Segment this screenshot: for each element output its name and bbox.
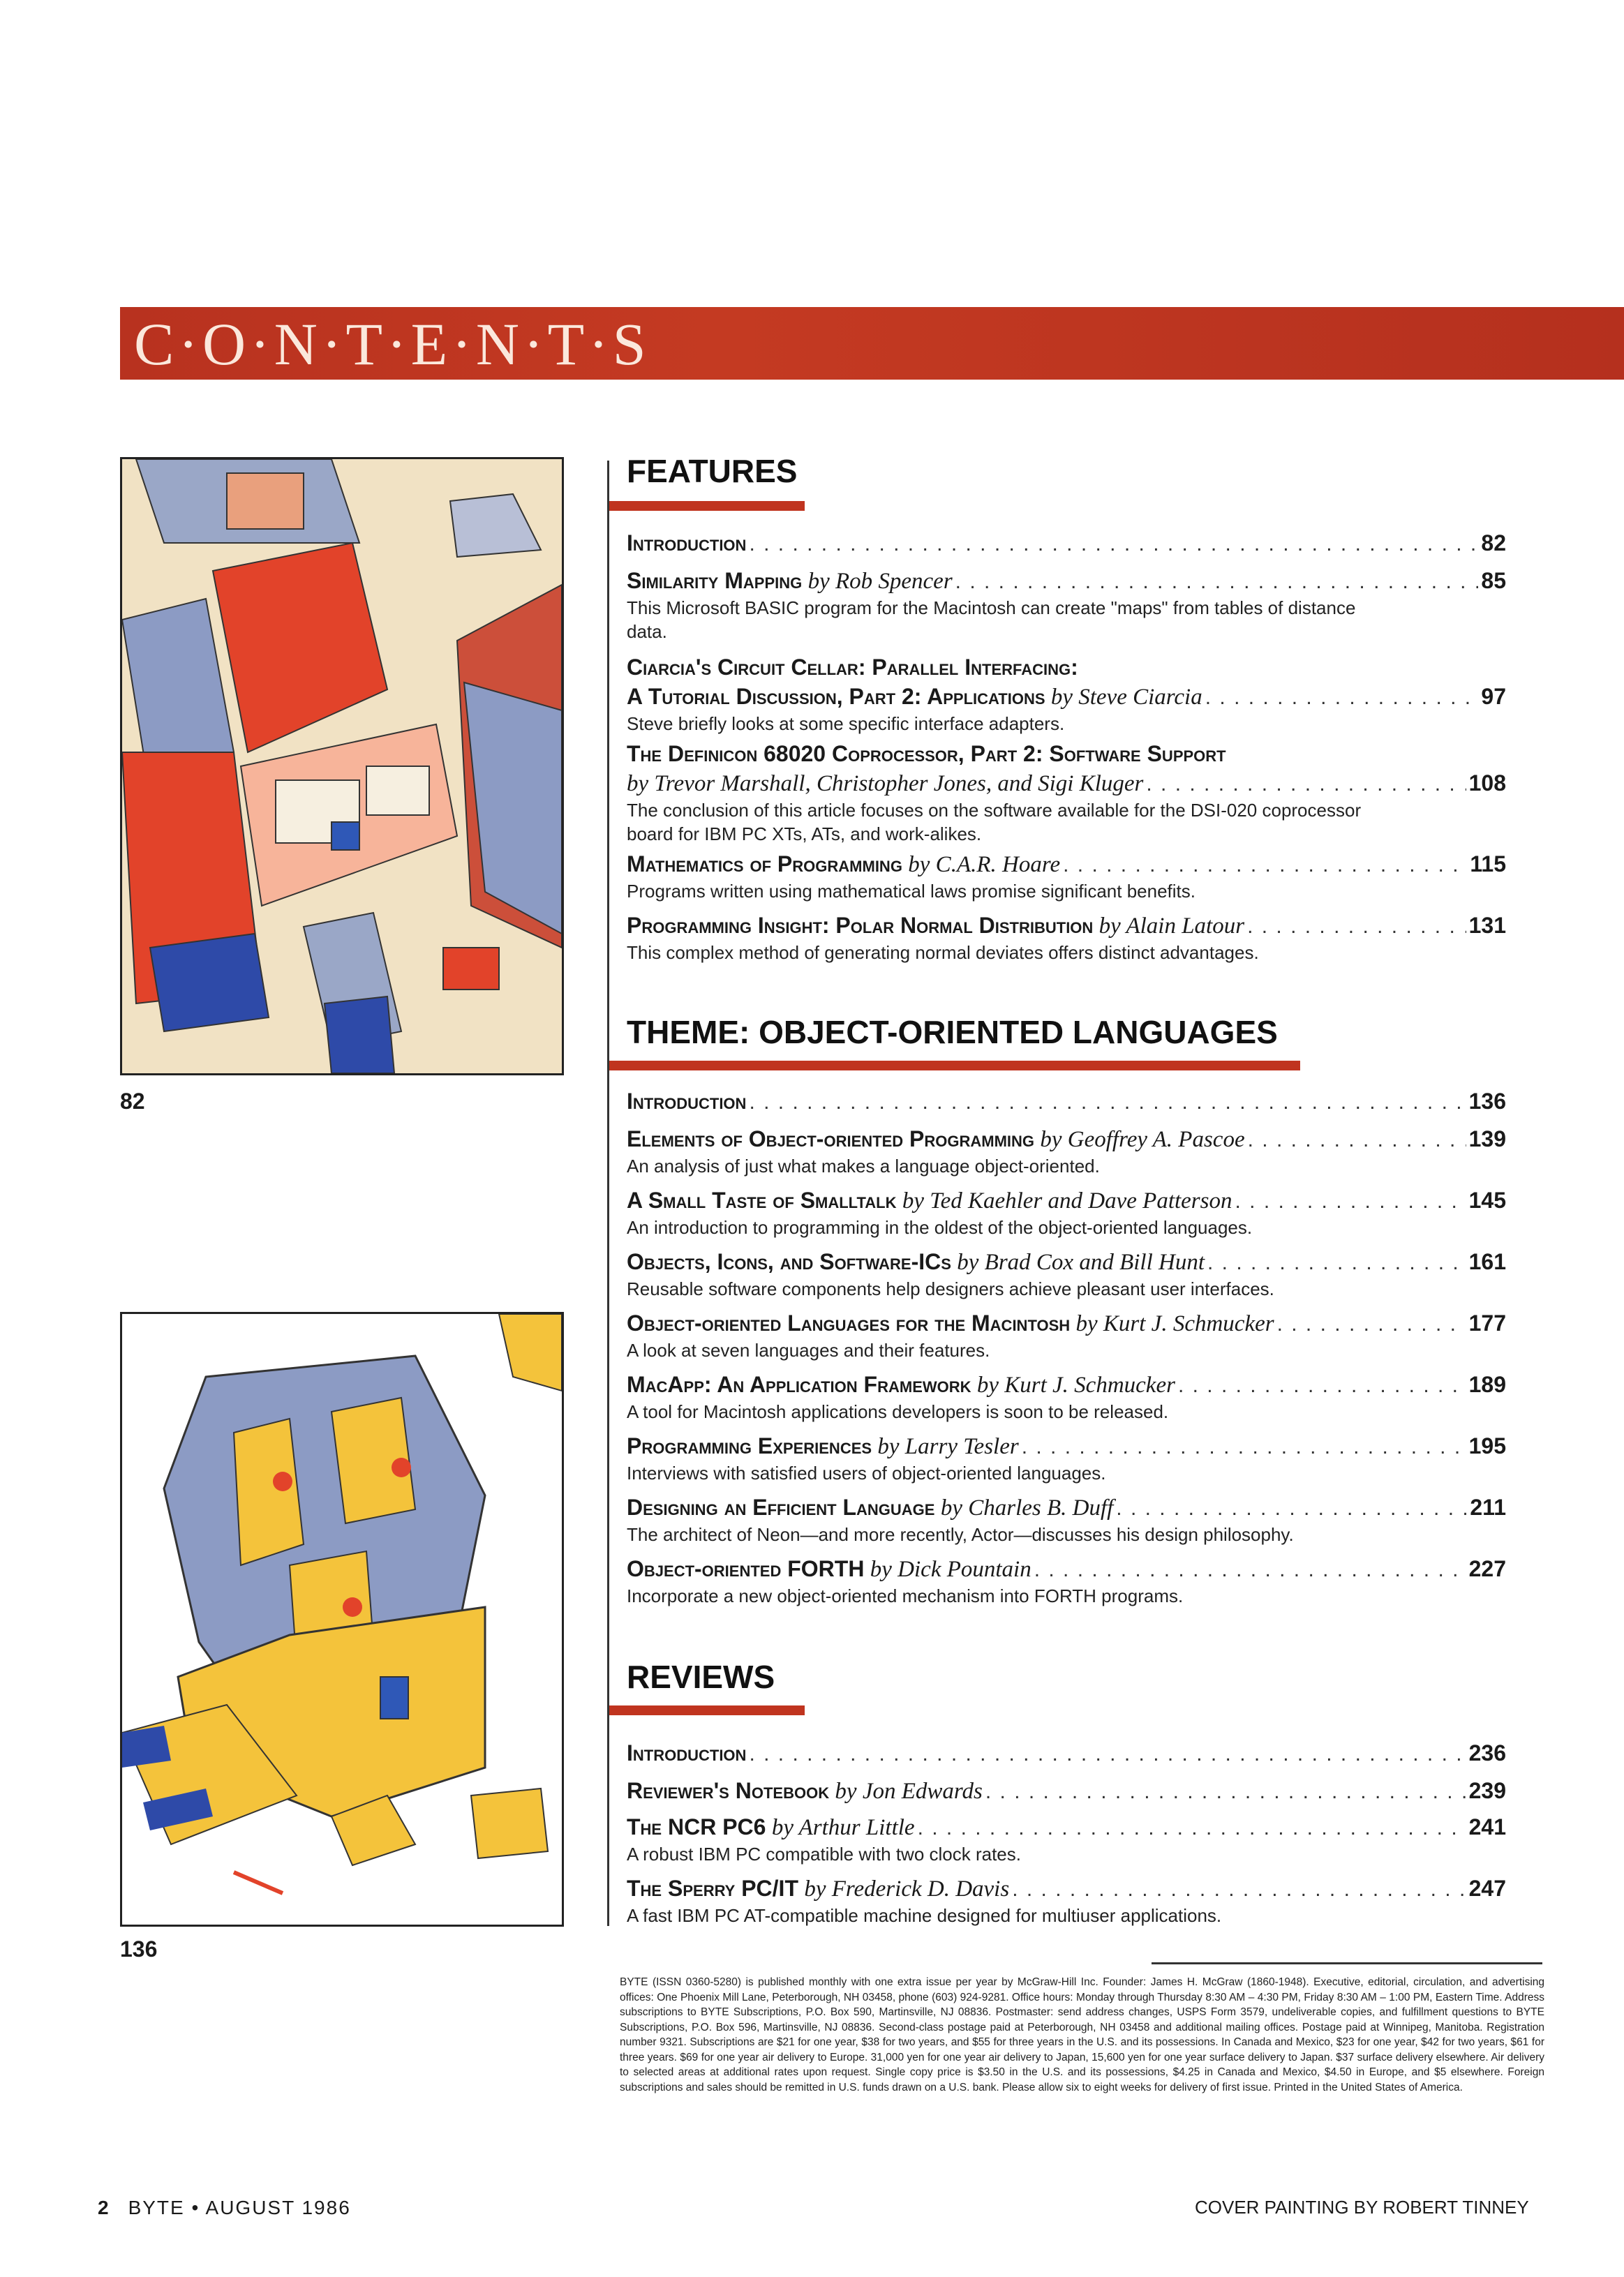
toc-entry[interactable]: Programming Insight: Polar Normal Distribution by Alain Latour . . . 131 This complex method of generating normal deviates offers distinct advantages. [627,911,1506,964]
section-heading-theme: THEME: OBJECT-ORIENTED LANGUAGES [627,1014,1278,1050]
byline: by Kurt J. Schmucker [1075,1311,1274,1336]
byline: by Rob Spencer [807,569,953,594]
entry-description: Interviews with satisfied users of object-oriented languages. [627,1463,1106,1484]
toc-entry[interactable]: Introduction . . . 136 [627,1087,1506,1117]
page-number: 85 [1481,568,1506,593]
publication-masthead: BYTE (ISSN 0360-5280) is published monthly with one extra issue per year by McGraw-Hill Inc. Founder: James H. McGraw (1860-1948). Executive, editorial, circulation, and advertising offices: One Phoenix Mill Lane, Peterborough, NH 03458, phone (603) 924-9281. Office hours: Monday through Thursday 8:30 AM – 4:30 PM, Friday 8:30 AM – 1:00 PM, Eastern Time. Address subscriptions to BYTE Subscriptions, P.O. Box 590, Martinsville, NJ 08836. Postmaster: send address changes, USPS Form 3579, undeliverable copies, and fulfillment questions to BYTE Subscriptions, P.O. Box 596, Martinsville, NJ 08836. Second-class postage paid at Peterborough, NH 03458 and additional mailing offices. Postage paid at Winnipeg, Manitoba. Registration number 9321. Subscriptions are $21 for one year, $38 for two years, and $55 for three years in the U.S. and its possessions. In Canada and Mexico, $23 for one year, $42 for two years, $61 for three years. $69 for one year air delivery to Europe. 31,000 yen for one year air delivery to Japan, 15,600 yen for one year surface delivery to Japan. $37 surface delivery elsewhere. Air delivery to selected areas at additional rates upon request. Single copy price is $3.50 in the U.S. and its possessions, $4.25 in Canada and Mexico, $4.50 in Europe, and $5 elsewhere. Foreign subscriptions and sales should be remitted in U.S. funds drawn on a U.S. bank. Please allow six to eight weeks for delivery of first issue. Printed in the United States of America. [620,1976,1544,2093]
toc-entry[interactable]: The NCR PC6 by Arthur Little . . . 241 A robust IBM PC compatible with two clock rates. [627,1813,1506,1866]
toc-entry[interactable]: Reviewer's Notebook by Jon Edwards . . . 239 [627,1777,1506,1806]
section-heading-features: FEATURES [627,453,798,489]
byline: by C.A.R. Hoare [908,852,1061,877]
toc-entry[interactable]: Mathematics of Programming by C.A.R. Hoare . . . 115 Programs written using mathematical laws promise significant benefits. [627,850,1506,903]
entry-description: This Microsoft BASIC program for the Macintosh can create "maps" from tables of distance data. [627,597,1356,642]
toc-entry[interactable]: The Definicon 68020 Coprocessor, Part 2: Software Support by Trevor Marshall, Christopher Jones, and Sigi Kluger . . . 108 The conclusion of this article focuses on the software available for the DSI-020 coprocessor board for IBM PC XTs, ATs, and work-alikes. [627,740,1506,846]
byline: by Jon Edwards [835,1779,983,1804]
cover-credit: COVER PAINTING BY ROBERT TINNEY [1195,2197,1529,2218]
page-number: 139 [1468,1126,1506,1151]
toc-entry[interactable]: The Sperry PC/IT by Frederick D. Davis . . . 247 A fast IBM PC AT-compatible machine designed for multiuser applications. [627,1874,1506,1927]
page-number: 195 [1468,1433,1506,1458]
byline: by Charles B. Duff [940,1495,1114,1521]
entry-description: An introduction to programming in the oldest of the object-oriented languages. [627,1217,1253,1238]
section-rule [609,1705,805,1715]
section-rule [609,1061,1300,1070]
page-number: 247 [1468,1876,1506,1901]
byline: by Geoffrey A. Pascoe [1040,1127,1245,1152]
toc-entry[interactable]: Similarity Mapping by Rob Spencer . . . 85 This Microsoft BASIC program for the Macintosh can create "maps" from tables of distance data. [627,567,1506,643]
entry-description: This complex method of generating normal deviates offers distinct advantages. [627,942,1259,963]
page-number: 211 [1470,1495,1506,1520]
contents-title: C·O·N·T·E·N·T·S [134,311,650,378]
section-rule [609,501,805,511]
byline: by Arthur Little [771,1815,915,1840]
page-number: 145 [1468,1188,1506,1213]
page-number: 227 [1468,1556,1506,1581]
toc-entry[interactable]: Programming Experiences by Larry Tesler . . . 195 Interviews with satisfied users of object-oriented languages. [627,1432,1506,1485]
toc-entry[interactable]: Objects, Icons, and Software-ICs by Brad Cox and Bill Hunt . . . 161 Reusable software components help designers achieve pleasant user interfaces. [627,1248,1506,1301]
page-number: 82 [1481,530,1506,555]
toc-entry[interactable]: Object-oriented FORTH by Dick Pountain . . . 227 Incorporate a new object-oriented mechanism into FORTH programs. [627,1555,1506,1608]
entry-description: Reusable software components help designers achieve pleasant user interfaces. [627,1278,1274,1299]
entry-description: An analysis of just what makes a language object-oriented. [627,1156,1100,1177]
folio: 2 [98,2197,110,2218]
byline: by Brad Cox and Bill Hunt [957,1250,1205,1275]
page-number: 115 [1470,851,1506,876]
entry-description: A fast IBM PC AT-compatible machine designed for multiuser applications. [627,1905,1222,1926]
page-number: 131 [1468,913,1506,938]
byline: by Steve Ciarcia [1050,685,1202,710]
page-number: 161 [1468,1249,1506,1274]
page-footer [98,2197,351,2219]
page-number: 236 [1468,1740,1506,1765]
figure-page-label: 82 [120,1089,145,1114]
entry-description: A tool for Macintosh applications developers is soon to be released. [627,1401,1169,1422]
byline: by Alain Latour [1098,913,1245,939]
section-heading-reviews: REVIEWS [627,1659,775,1695]
byline: by Ted Kaehler and Dave Patterson [902,1188,1232,1214]
toc-entry[interactable]: Introduction . . . 236 [627,1739,1506,1768]
toc-entry[interactable]: Ciarcia's Circuit Cellar: Parallel Interfacing: A Tutorial Discussion, Part 2: Applications by Steve Ciarcia . . . 97 Steve briefly looks at some specific interface adapters. [627,653,1506,736]
entry-description: A look at seven languages and their features. [627,1340,990,1361]
page-number: 241 [1468,1814,1506,1839]
byline: by Dick Pountain [870,1557,1031,1582]
toc-entry[interactable]: Elements of Object-oriented Programming by Geoffrey A. Pascoe . . . 139 An analysis of just what makes a language object-oriented. [627,1125,1506,1178]
toc-entry[interactable]: A Small Taste of Smalltalk by Ted Kaehler and Dave Patterson . . . 145 An introduction to programming in the oldest of the object-oriented languages. [627,1186,1506,1239]
figure-page-label: 136 [120,1936,158,1962]
byline: by Kurt J. Schmucker [976,1373,1175,1398]
toc-entry[interactable]: Object-oriented Languages for the Macintosh by Kurt J. Schmucker . . . 177 A look at seven languages and their features. [627,1309,1506,1362]
publication-date: BYTE • AUGUST 1986 [128,2197,351,2218]
feature-illustration [120,457,564,1075]
entry-description: The conclusion of this article focuses on the software available for the DSI-020 coprocessor board for IBM PC XTs, ATs, and work-alikes. [627,800,1362,844]
theme-illustration [120,1312,564,1927]
byline: by Frederick D. Davis [804,1876,1010,1902]
page-number: 108 [1468,770,1506,796]
entry-description: A robust IBM PC compatible with two clock rates. [627,1844,1021,1865]
contents-banner [120,307,1624,380]
entry-description: Steve briefly looks at some specific interface adapters. [627,713,1065,734]
page-number: 136 [1468,1089,1506,1114]
page-number: 239 [1468,1778,1506,1803]
entry-description: The architect of Neon—and more recently, Actor—discusses his design philosophy. [627,1524,1294,1545]
toc-entry[interactable]: Designing an Efficient Language by Charles B. Duff . . . 211 The architect of Neon—and more recently, Actor—discusses his design philosophy. [627,1493,1506,1546]
page-number: 177 [1468,1311,1506,1336]
masthead-rule [1152,1962,1542,1964]
byline: by Trevor Marshall, Christopher Jones, and Sigi Kluger [627,771,1144,796]
byline: by Larry Tesler [877,1434,1019,1459]
entry-description: Incorporate a new object-oriented mechanism into FORTH programs. [627,1585,1184,1606]
toc-entry[interactable]: MacApp: An Application Framework by Kurt J. Schmucker . . . 189 A tool for Macintosh applications developers is soon to be released. [627,1371,1506,1424]
page-number: 189 [1468,1372,1506,1397]
entry-description: Programs written using mathematical laws promise significant benefits. [627,881,1196,902]
page-number: 97 [1481,684,1506,709]
toc-entry[interactable]: Introduction . . . 82 [627,529,1506,558]
